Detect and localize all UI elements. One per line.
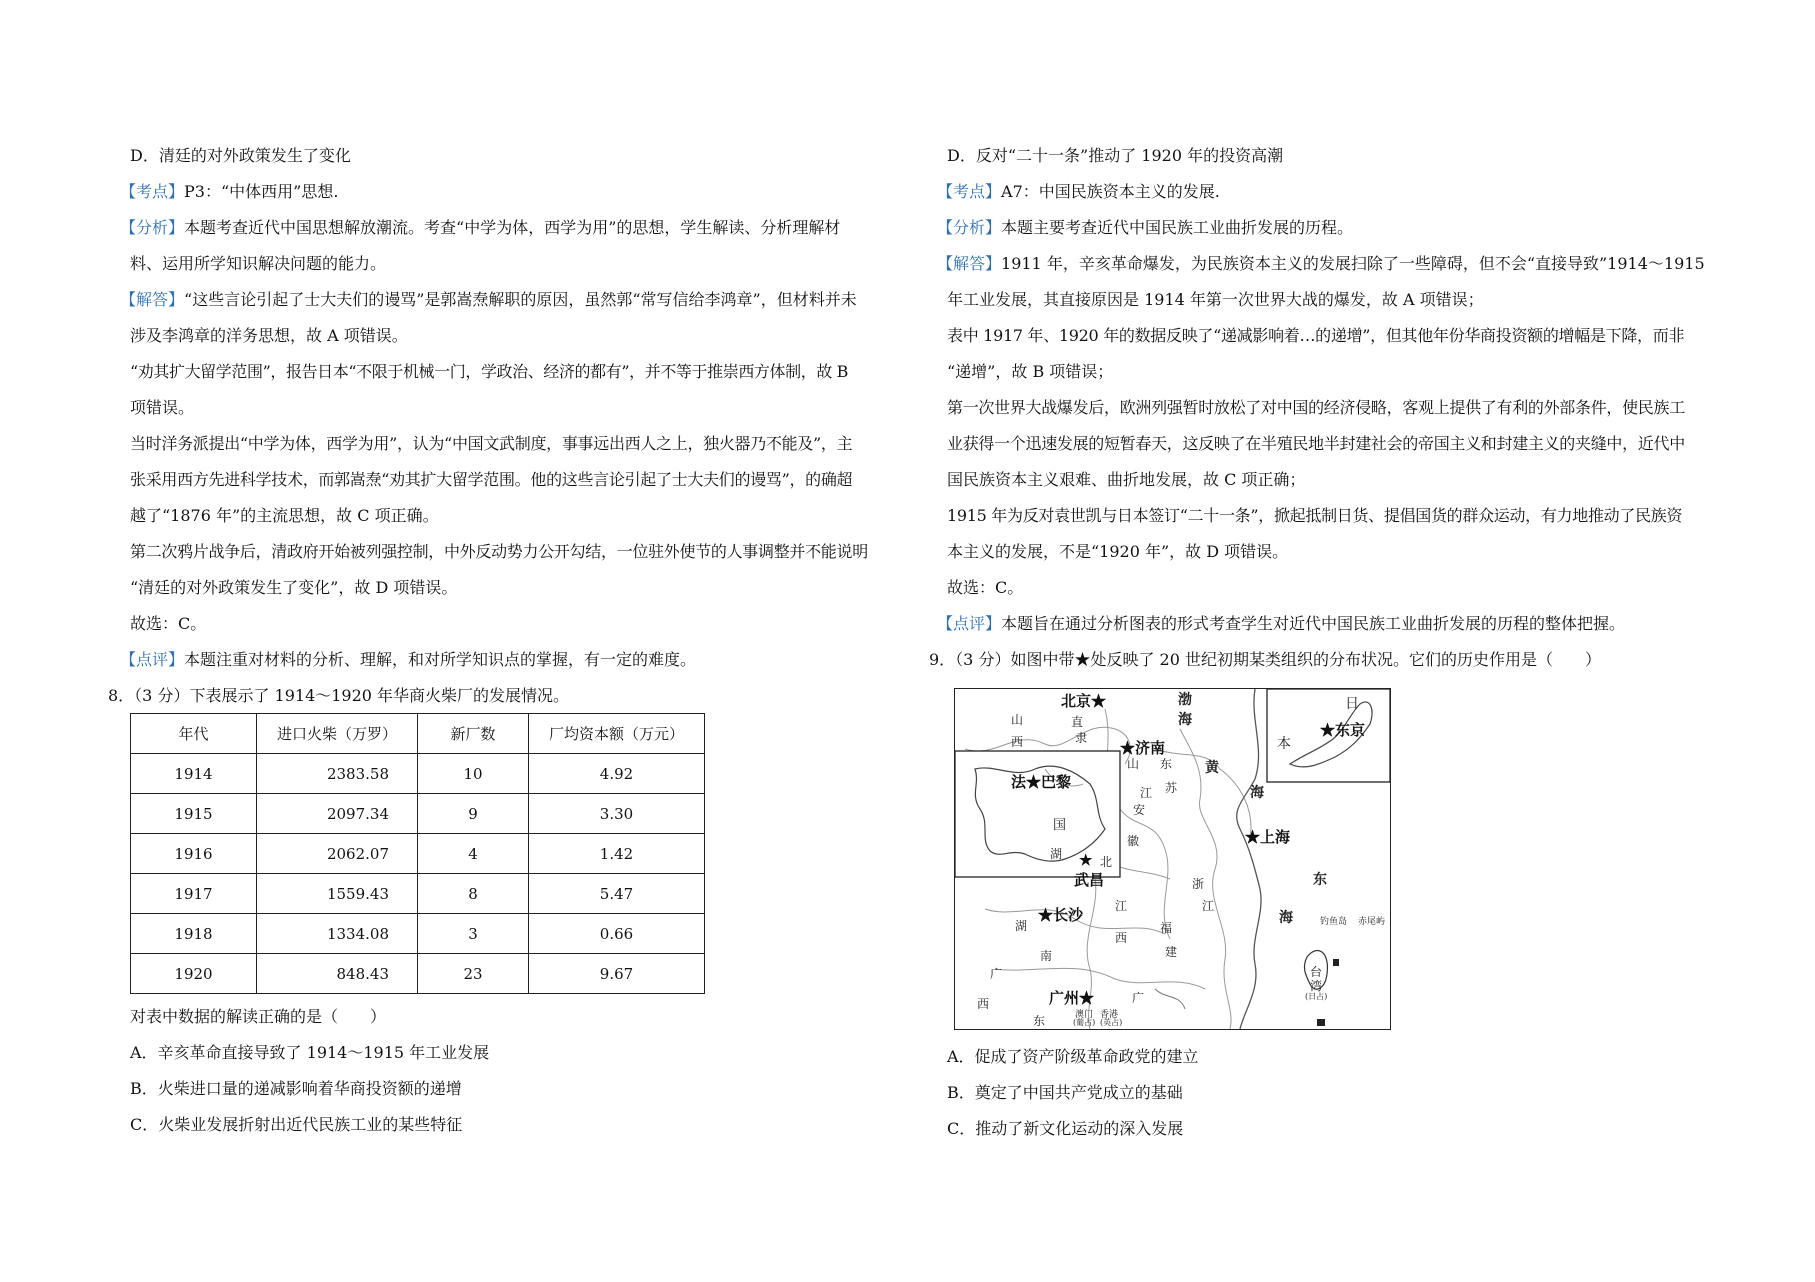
city-tokyo: ★东京 — [1320, 721, 1366, 739]
city-paris: 法★巴黎 — [1011, 773, 1072, 791]
region-label: 福 — [1160, 921, 1173, 935]
question-8-prompt: 对表中数据的解读正确的是（ ） — [130, 1007, 387, 1026]
text-line: 本主义的发展，不是“1920 年”，故 D 项错误。 — [947, 542, 1289, 561]
fenxi-text: 本题主要考查近代中国民族工业曲折发展的历程。 — [1001, 218, 1354, 237]
region-label: 广 — [1132, 991, 1145, 1005]
fenxi-tag: 【分析】 — [120, 218, 185, 237]
dianping-line — [120, 650, 696, 670]
city-shanghai: ★上海 — [1245, 828, 1291, 846]
sea-label: 渤 — [1178, 692, 1192, 708]
option-c: C．火柴业发展折射出近代民族工业的某些特征 — [130, 1115, 463, 1134]
text-line: “递增”，故 B 项错误； — [947, 362, 1114, 381]
text-line: 1915 年为反对袁世凯与日本签订“二十一条”，掀起抵制日货、提倡国货的群众运动，有力地推动了民族资 — [947, 506, 1683, 525]
table-row — [131, 874, 705, 914]
dianping-tag: 【点评】 — [937, 614, 1002, 633]
answer-line: 故选：C。 — [130, 614, 207, 633]
table-cell: 4.92 — [529, 754, 705, 794]
region-label: 山 — [1011, 713, 1024, 727]
fenxi-tag: 【分析】 — [937, 218, 1002, 237]
table-cell: 1914 — [131, 754, 257, 794]
table-cell: 23 — [418, 954, 529, 994]
option-d: D．反对“二十一条”推动了 1920 年的投资高潮 — [947, 146, 1284, 165]
text-line: 表中 1917 年、1920 年的数据反映了“递减影响着…的递增”，但其他年份华商投资额的增幅是下降，而非 — [947, 326, 1685, 345]
option-b: B．奠定了中国共产党成立的基础 — [947, 1083, 1183, 1102]
jieda-tag: 【解答】 — [120, 290, 185, 309]
text-line: 张采用西方先进科学技术，而郭嵩焘“劝其扩大留学范围。他的这些言论引起了士大夫们的谩骂”，的确超 — [130, 470, 853, 489]
text-line: 国民族资本主义艰难、曲折地发展，故 C 项正确； — [947, 470, 1306, 489]
city-guangzhou: 广州★ — [1049, 989, 1095, 1007]
kaodian-tag: 【考点】 — [120, 182, 185, 201]
city-changsha: ★长沙 — [1038, 906, 1084, 924]
table-header: 进口火柴（万罗） — [257, 714, 418, 754]
region-label: 北 — [1100, 855, 1113, 869]
region-label: 湾 — [1310, 979, 1323, 993]
region-label: 国 — [1053, 818, 1067, 833]
text-line: “清廷的对外政策发生了变化”，故 D 项错误。 — [130, 578, 458, 597]
table-cell: 2097.34 — [257, 794, 418, 834]
table-cell: 2062.07 — [257, 834, 418, 874]
kaodian-line — [937, 182, 1220, 202]
region-label: 本 — [1277, 736, 1291, 752]
question-9-stem: 9．（3 分）如图中带★处反映了 20 世纪初期某类组织的分布状况。它们的历史作用是（ ） — [929, 650, 1601, 669]
answer-line: 故选：C。 — [947, 578, 1024, 597]
table-header: 年代 — [131, 714, 257, 754]
sea-label: 海 — [1178, 712, 1192, 728]
kaodian-tag: 【考点】 — [937, 182, 1002, 201]
option-a: A．辛亥革命直接导致了 1914～1915 年工业发展 — [130, 1043, 490, 1062]
star-wuchang: ★ — [1079, 851, 1093, 869]
table-cell: 2383.58 — [257, 754, 418, 794]
sea-label: 东 — [1313, 872, 1327, 888]
region-label: 广 — [990, 967, 1003, 981]
region-label: 东 — [1033, 1014, 1046, 1028]
kaodian-text: A7：中国民族资本主义的发展. — [1001, 182, 1220, 201]
text-line: 第一次世界大战爆发后，欧洲列强暂时放松了对中国的经济侵略，客观上提供了有利的外部条件，使民族工 — [947, 398, 1685, 417]
dianping-text: 本题旨在通过分析图表的形式考查学生对近代中国民族工业曲折发展的历程的整体把握。 — [1001, 614, 1626, 633]
region-label: (日占) — [1305, 992, 1328, 1001]
region-label: 西 — [1115, 931, 1128, 945]
table-row — [131, 794, 705, 834]
text-line: “劝其扩大留学范围”，报告日本“不限于机械一门，学政治、经济的都有”，并不等于推崇西方体制，故 B — [130, 362, 848, 381]
region-label: 澳门 — [1075, 1010, 1094, 1020]
region-label: 香港 — [1100, 1010, 1119, 1020]
kaodian-line — [120, 182, 338, 202]
region-label: 安 — [1133, 803, 1146, 817]
region-label: 徽 — [1127, 834, 1140, 848]
city-wuchang: 武昌 — [1074, 871, 1105, 889]
region-label: 台 — [1310, 965, 1323, 979]
text-line: 项错误。 — [130, 398, 195, 417]
region-label: 隶 — [1075, 731, 1088, 745]
option-c: C．推动了新文化运动的深入发展 — [947, 1119, 1184, 1138]
text-line: 当时洋务派提出“中学为体，西学为用”，认为“中国文武制度，事事远出西人之上，独火器乃不能及”，主 — [130, 434, 853, 453]
dianping-text: 本题注重对材料的分析、理解，和对所学知识点的掌握，有一定的难度。 — [184, 650, 697, 669]
text-line: 越了“1876 年”的主流思想，故 C 项正确。 — [130, 506, 439, 525]
region-label: 江 — [1115, 899, 1128, 913]
table-cell: 1915 — [131, 794, 257, 834]
region-label: 西 — [1011, 735, 1024, 749]
region-label: 江 — [1202, 899, 1215, 913]
question-8-stem: 8．（3 分）下表展示了 1914～1920 年华商火柴厂的发展情况。 — [108, 686, 570, 705]
fenxi-text: 本题考查近代中国思想解放潮流。考查“中学为体，西学为用”的思想，学生解读、分析理解材 — [184, 218, 841, 237]
region-label: 浙 — [1192, 877, 1205, 891]
fenxi-line — [937, 218, 1353, 238]
table-cell: 1916 — [131, 834, 257, 874]
region-label: 赤尾屿 — [1358, 917, 1386, 927]
region-label: 钓鱼岛 — [1320, 917, 1348, 927]
table-cell: 3 — [418, 914, 529, 954]
table-cell: 9.67 — [529, 954, 705, 994]
sea-label: 海 — [1279, 910, 1293, 926]
jieda-line — [120, 290, 857, 310]
china-map-figure — [954, 688, 1391, 1030]
option-d: D．清廷的对外政策发生了变化 — [130, 146, 351, 165]
table-cell: 10 — [418, 754, 529, 794]
dianping-tag: 【点评】 — [120, 650, 185, 669]
jieda-text: “这些言论引起了士大夫们的谩骂”是郭嵩焘解职的原因，虽然郭“常写信给李鸿章”，但材料并未 — [184, 290, 857, 309]
jieda-text: 1911 年，辛亥革命爆发，为民族资本主义的发展扫除了一些障碍，但不会“直接导致”1914～1915 — [1001, 254, 1705, 273]
region-label: 苏 — [1165, 781, 1178, 795]
region-label: 建 — [1165, 945, 1178, 959]
region-label: 湖 — [1015, 919, 1028, 933]
text-line: 年工业发展，其直接原因是 1914 年第一次世界大战的爆发，故 A 项错误； — [947, 290, 1484, 309]
match-factory-table — [130, 713, 705, 994]
table-cell: 1917 — [131, 874, 257, 914]
region-label: 山 — [1127, 757, 1140, 771]
jieda-tag: 【解答】 — [937, 254, 1002, 273]
region-label: 直 — [1071, 715, 1084, 729]
kaodian-text: P3：“中体西用”思想. — [184, 182, 339, 201]
sea-label: 黄 — [1205, 760, 1219, 776]
table-cell: 8 — [418, 874, 529, 914]
region-label: (英占) — [1100, 1018, 1123, 1027]
city-jinan: ★济南 — [1120, 739, 1166, 757]
region-label: 西 — [977, 997, 990, 1011]
table-cell: 1559.43 — [257, 874, 418, 914]
table-row — [131, 914, 705, 954]
table-cell: 848.43 — [257, 954, 418, 994]
region-label: (葡占) — [1073, 1018, 1096, 1027]
table-cell: 9 — [418, 794, 529, 834]
city-beijing: 北京★ — [1061, 692, 1107, 710]
table-cell: 1920 — [131, 954, 257, 994]
table-row — [131, 954, 705, 994]
option-a: A．促成了资产阶级革命政党的建立 — [947, 1047, 1199, 1066]
region-label: 东 — [1160, 757, 1173, 771]
table-cell: 1.42 — [529, 834, 705, 874]
region-label: 湖 — [1050, 847, 1063, 861]
region-label: 日 — [1345, 696, 1359, 712]
table-cell: 1918 — [131, 914, 257, 954]
text-line: 涉及李鸿章的洋务思想，故 A 项错误。 — [130, 326, 408, 345]
table-header: 厂均资本额（万元） — [529, 714, 705, 754]
table-cell: 1334.08 — [257, 914, 418, 954]
table-cell: 5.47 — [529, 874, 705, 914]
region-label: 江 — [1140, 786, 1153, 800]
sea-label: 海 — [1250, 785, 1264, 801]
table-header-row — [131, 714, 705, 754]
text-line: 第二次鸦片战争后，清政府开始被列强控制，中外反动势力公开勾结，一位驻外使节的人事调整并不能说明 — [130, 542, 868, 561]
table-header: 新厂数 — [418, 714, 529, 754]
jieda-line — [937, 254, 1705, 274]
table-cell: 4 — [418, 834, 529, 874]
table-row — [131, 754, 705, 794]
fenxi-line — [120, 218, 840, 238]
table-cell: 3.30 — [529, 794, 705, 834]
text-line: 业获得一个迅速发展的短暂春天，这反映了在半殖民地半封建社会的帝国主义和封建主义的夹缝中，近代中 — [947, 434, 1685, 453]
region-label: 南 — [1040, 949, 1053, 963]
table-row — [131, 834, 705, 874]
table-cell: 0.66 — [529, 914, 705, 954]
text-line: 料、运用所学知识解决问题的能力。 — [130, 254, 387, 273]
dianping-line — [937, 614, 1625, 634]
option-b: B．火柴进口量的递减影响着华商投资额的递增 — [130, 1079, 462, 1098]
